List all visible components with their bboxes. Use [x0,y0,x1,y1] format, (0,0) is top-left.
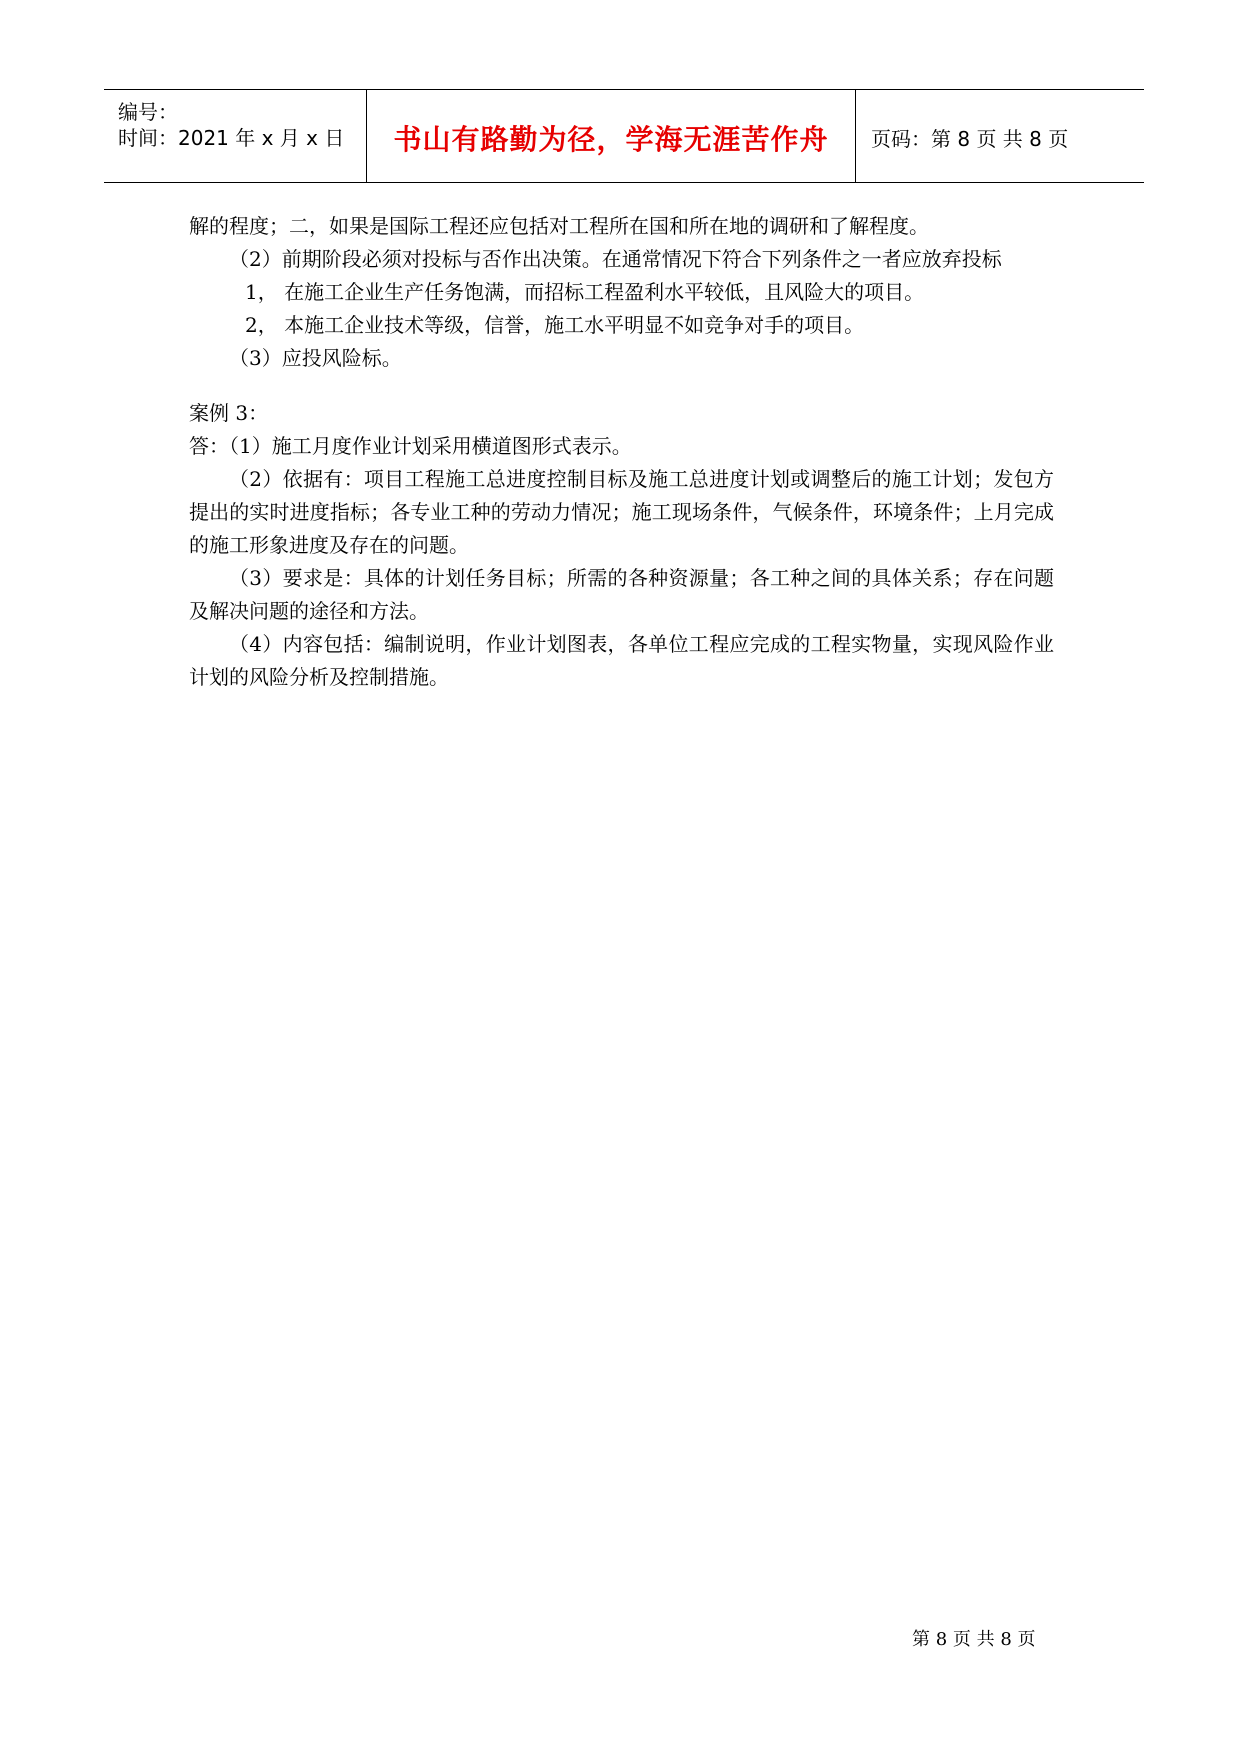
answer-item-2: （2）依据有：项目工程施工总进度控制目标及施工总进度计划或调整后的施工计划；发包方提出的实时进度指标；各专业工种的劳动力情况；施工现场条件，气候条件，环境条件；上月完成的施工形象进度及存在的问题。 [189,467,1054,557]
answer-item-3: （3）要求是：具体的计划任务目标；所需的各种资源量；各工种之间的具体关系；存在问题及解决问题的途径和方法。 [189,566,1054,623]
paragraph-continuation: 解的程度；二，如果是国际工程还应包括对工程所在国和所在地的调研和了解程度。 [189,214,929,238]
paragraph-bidding-decision: （2）前期阶段必须对投标与否作出决策。在通常情况下符合下列条件之一者应放弃投标 [229,247,1002,271]
list-item-condition-2: 2， 本施工企业技术等级，信誉，施工水平明显不如竞争对手的项目。 [245,313,865,337]
header-page-cell [855,90,1144,182]
header-page-code: 页码：第 8 页 共 8 页 [871,127,1069,151]
motto-text: 书山有路勤为径，学海无涯苦作舟 [393,123,829,156]
answer-item-4: （4）内容包括：编制说明，作业计划图表，各单位工程应完成的工程实物量，实现风险作业计划的风险分析及控制措施。 [189,632,1054,689]
document-time-label: 时间：2021 年 x 月 x 日 [118,126,345,150]
page-footer-number: 第 8 页 共 8 页 [912,1629,1036,1650]
paragraph-gap [189,375,1054,397]
case-title: 案例 3： [189,401,269,425]
document-number-label: 编号： [118,100,178,124]
page-header [104,89,1144,183]
paragraph-risk-bid: （3）应投风险标。 [229,346,402,370]
document-body [189,210,1054,694]
header-motto-cell [366,90,856,182]
header-info-cell [104,90,366,182]
answer-item-1: 答：（1）施工月度作业计划采用横道图形式表示。 [189,434,632,458]
list-item-condition-1: 1， 在施工企业生产任务饱满，而招标工程盈利水平较低，且风险大的项目。 [245,280,925,304]
